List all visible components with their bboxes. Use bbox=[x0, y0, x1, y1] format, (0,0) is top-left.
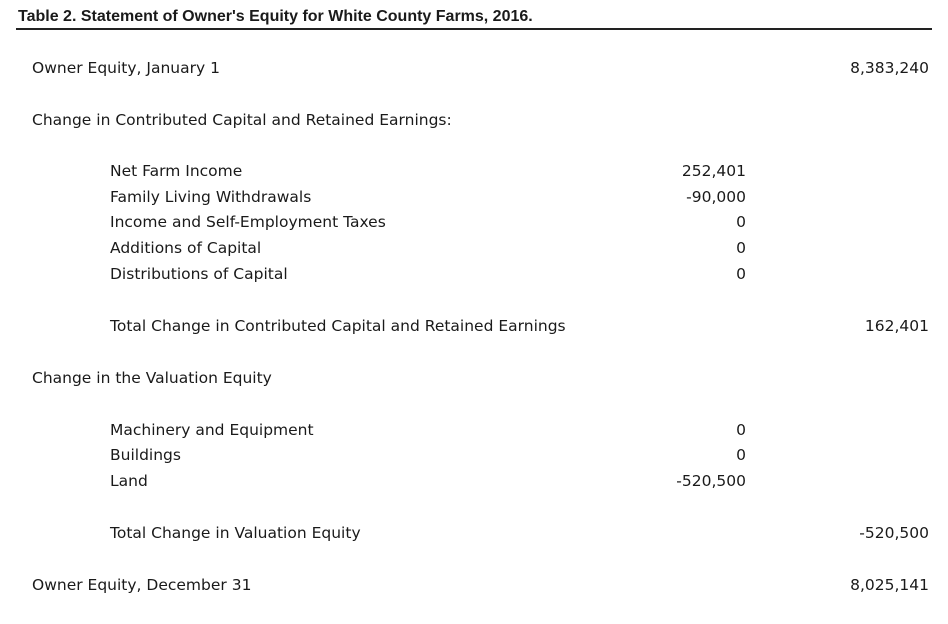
row-label: Total Change in Contributed Capital and Retained Earnings bbox=[110, 317, 566, 335]
row-machinery bbox=[0, 419, 948, 441]
row-total-contributed bbox=[0, 315, 948, 337]
row-total: -520,500 bbox=[859, 524, 929, 542]
row-section-contributed bbox=[0, 109, 948, 131]
row-owner-equity-dec bbox=[0, 574, 948, 596]
row-total: 162,401 bbox=[864, 317, 929, 335]
row-section-valuation bbox=[0, 367, 948, 389]
row-label: Buildings bbox=[110, 446, 181, 464]
row-label: Income and Self-Employment Taxes bbox=[110, 213, 386, 231]
row-value: 0 bbox=[736, 265, 746, 283]
section-heading: Change in Contributed Capital and Retained Earnings: bbox=[32, 111, 452, 129]
title-rule bbox=[16, 28, 932, 30]
row-label: Distributions of Capital bbox=[110, 265, 288, 283]
row-label: Owner Equity, January 1 bbox=[32, 59, 220, 77]
row-label: Land bbox=[110, 472, 148, 490]
row-value: -520,500 bbox=[676, 472, 746, 490]
row-distributions-capital bbox=[0, 263, 948, 285]
row-label: Owner Equity, December 31 bbox=[32, 576, 252, 594]
row-label: Family Living Withdrawals bbox=[110, 188, 312, 206]
row-value: 0 bbox=[736, 446, 746, 464]
row-net-farm-income bbox=[0, 160, 948, 182]
row-buildings bbox=[0, 444, 948, 466]
row-owner-equity-jan bbox=[0, 57, 948, 79]
row-additions-capital bbox=[0, 237, 948, 259]
row-total-valuation bbox=[0, 522, 948, 544]
row-label: Machinery and Equipment bbox=[110, 421, 314, 439]
row-family-living bbox=[0, 186, 948, 208]
row-total: 8,025,141 bbox=[850, 576, 929, 594]
row-value: 252,401 bbox=[681, 162, 746, 180]
row-value: -90,000 bbox=[686, 188, 746, 206]
row-label: Additions of Capital bbox=[110, 239, 262, 257]
row-total: 8,383,240 bbox=[850, 59, 929, 77]
row-value: 0 bbox=[736, 239, 746, 257]
table-title: Table 2. Statement of Owner's Equity for White County Farms, 2016. bbox=[18, 8, 533, 25]
row-label: Total Change in Valuation Equity bbox=[110, 524, 361, 542]
row-value: 0 bbox=[736, 421, 746, 439]
section-heading: Change in the Valuation Equity bbox=[32, 369, 272, 387]
row-value: 0 bbox=[736, 213, 746, 231]
row-label: Net Farm Income bbox=[110, 162, 243, 180]
row-taxes bbox=[0, 211, 948, 233]
row-land bbox=[0, 470, 948, 492]
